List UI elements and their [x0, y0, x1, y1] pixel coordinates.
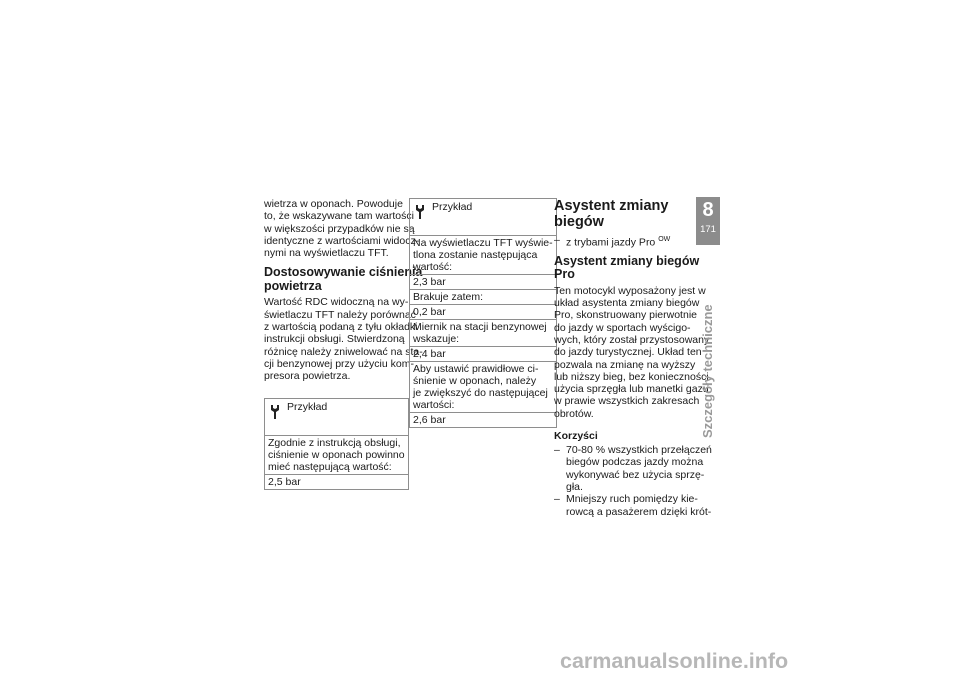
text-line: wykonywać bez użycia sprzę-	[566, 468, 705, 481]
list-item	[554, 493, 712, 518]
text-line: 2,6 bar	[413, 414, 446, 426]
text-line: instrukcji obsługi. Stwierdzoną	[264, 333, 405, 346]
table-cell	[410, 413, 557, 428]
text-line: układ asystenta zmiany biegów	[554, 297, 700, 310]
table-cell	[265, 474, 409, 489]
table-cell	[410, 347, 557, 362]
chapter-title	[554, 198, 692, 230]
text-line: świetlaczu TFT należy porównać	[264, 308, 416, 321]
text-line: do jazdy turystycznej. Układ ten	[554, 346, 702, 359]
text-line: wartość:	[413, 261, 453, 273]
text-line: nymi na wyświetlaczu TFT.	[264, 247, 389, 260]
example-header-row	[265, 398, 409, 435]
table-row	[410, 236, 557, 275]
title-line: Asystent zmiany	[554, 198, 669, 214]
text-line: gła.	[566, 480, 583, 493]
title-line: biegów	[554, 214, 604, 230]
example-header	[265, 398, 409, 435]
table-row	[265, 474, 409, 489]
table-cell	[265, 435, 409, 474]
column-1	[264, 198, 423, 490]
text-line: Pro, skonstruowany pierwotnie	[554, 309, 697, 322]
dash-bullet: –	[554, 444, 560, 457]
text-line: wietrza w oponach. Powoduje	[264, 198, 403, 210]
table-row	[410, 362, 557, 413]
text-line: wych, który został przystosowany	[554, 333, 710, 346]
table-row	[410, 347, 557, 362]
text-line: Miernik na stacji benzynowej	[413, 321, 547, 333]
dash-bullet: –	[554, 234, 560, 246]
wrench-icon	[414, 204, 426, 223]
page-number: 171	[700, 224, 716, 235]
text-line: do jazdy w sportach wyścigo-	[554, 321, 691, 334]
example-header-row	[410, 199, 557, 236]
text-line: z wartością podaną z tyłu okładki	[264, 321, 418, 334]
equipment-note	[554, 234, 692, 249]
section-heading	[264, 265, 423, 293]
table-row	[410, 305, 557, 320]
text-line: wartości:	[413, 399, 455, 411]
text-line: śnienie w oponach, należy	[413, 375, 537, 387]
chapter-number: 8	[702, 199, 714, 221]
table-row	[410, 275, 557, 290]
text-line: Na wyświetlaczu TFT wyświe-	[413, 237, 553, 249]
text-line: w większości przypadków nie są	[264, 222, 415, 235]
text-line: rowcą a pasażerem dzięki krót-	[566, 505, 712, 518]
example-label: Przykład	[287, 400, 328, 413]
text-line: identyczne z wartościami widocz-	[264, 234, 420, 247]
section-title: Szczegóły techniczne	[700, 304, 715, 438]
text-line: ciśnienie w oponach powinno	[268, 448, 405, 461]
text-line: wskazuje:	[413, 333, 460, 345]
heading-line: Pro	[554, 267, 575, 282]
watermark: carmanualsonline.info	[560, 649, 789, 673]
equipment-text: z trybami jazdy Pro	[566, 236, 656, 249]
text-line: Brakuje zatem:	[413, 291, 484, 303]
table-cell	[410, 275, 557, 290]
example-label: Przykład	[432, 201, 473, 213]
dash-bullet: –	[554, 493, 560, 506]
heading-line: Asystent zmiany biegów	[554, 253, 700, 268]
text-line: 2,4 bar	[413, 348, 446, 360]
text-line: cji benzynowej przy użyciu kom-	[264, 357, 414, 370]
list-item	[554, 444, 712, 493]
text-line: pozwala na zmianę na wyższy	[554, 358, 696, 371]
table-cell	[410, 320, 557, 347]
table-row	[410, 320, 557, 347]
example-table	[264, 398, 409, 490]
example-header	[410, 199, 557, 236]
table-row	[410, 413, 557, 428]
text-line: Wartość RDC widoczną na wy-	[264, 296, 409, 309]
text-line: lub niższy bieg, bez konieczności	[554, 370, 709, 383]
text-line: presora powietrza.	[264, 370, 351, 383]
column-2	[409, 198, 553, 428]
heading-line: Dostosowywanie ciśnienia	[264, 265, 423, 280]
equipment-code: OW	[658, 236, 671, 243]
table-row	[410, 290, 557, 305]
text-line: Zgodnie z instrukcją obsługi,	[268, 436, 401, 449]
heading-line: powietrza	[264, 278, 322, 293]
section-heading	[554, 253, 700, 282]
text-line: tlona zostanie następująca	[413, 249, 538, 261]
text-line: mieć następującą wartość:	[268, 460, 392, 473]
wrench-icon	[269, 404, 281, 423]
table-row	[265, 435, 409, 474]
text-line: Mniejszy ruch pomiędzy kie-	[566, 493, 698, 506]
text-line: w prawie wszystkich zakresach	[554, 395, 700, 408]
text-line: różnicę należy zniwelować na sta-	[264, 345, 423, 358]
text-line: obrotów.	[554, 407, 594, 420]
example-table	[409, 198, 557, 428]
table-cell	[410, 362, 557, 413]
text-line: 0,2 bar	[413, 306, 446, 318]
text-line: Ten motocykl wyposażony jest w	[554, 284, 706, 297]
text-line: 2,5 bar	[268, 475, 301, 488]
chapter-tab	[696, 197, 720, 245]
text-line: 2,3 bar	[413, 276, 446, 288]
text-line: je zwiększyć do następującej	[413, 387, 548, 399]
text-line: Aby ustawić prawidłowe ci-	[413, 363, 539, 375]
text-line: to, że wskazywane tam wartości	[264, 210, 414, 223]
table-cell	[410, 305, 557, 320]
table-cell	[410, 290, 557, 305]
table-cell	[410, 236, 557, 275]
benefits-heading: Korzyści	[554, 430, 598, 443]
text-line: biegów podczas jazdy można	[566, 456, 704, 469]
pressure-paragraph	[264, 296, 423, 383]
intro-paragraph	[264, 198, 420, 260]
text-line: 70-80 % wszystkich przełączeń	[566, 444, 712, 457]
text-line: użycia sprzęgła lub manetki gazu	[554, 383, 709, 396]
